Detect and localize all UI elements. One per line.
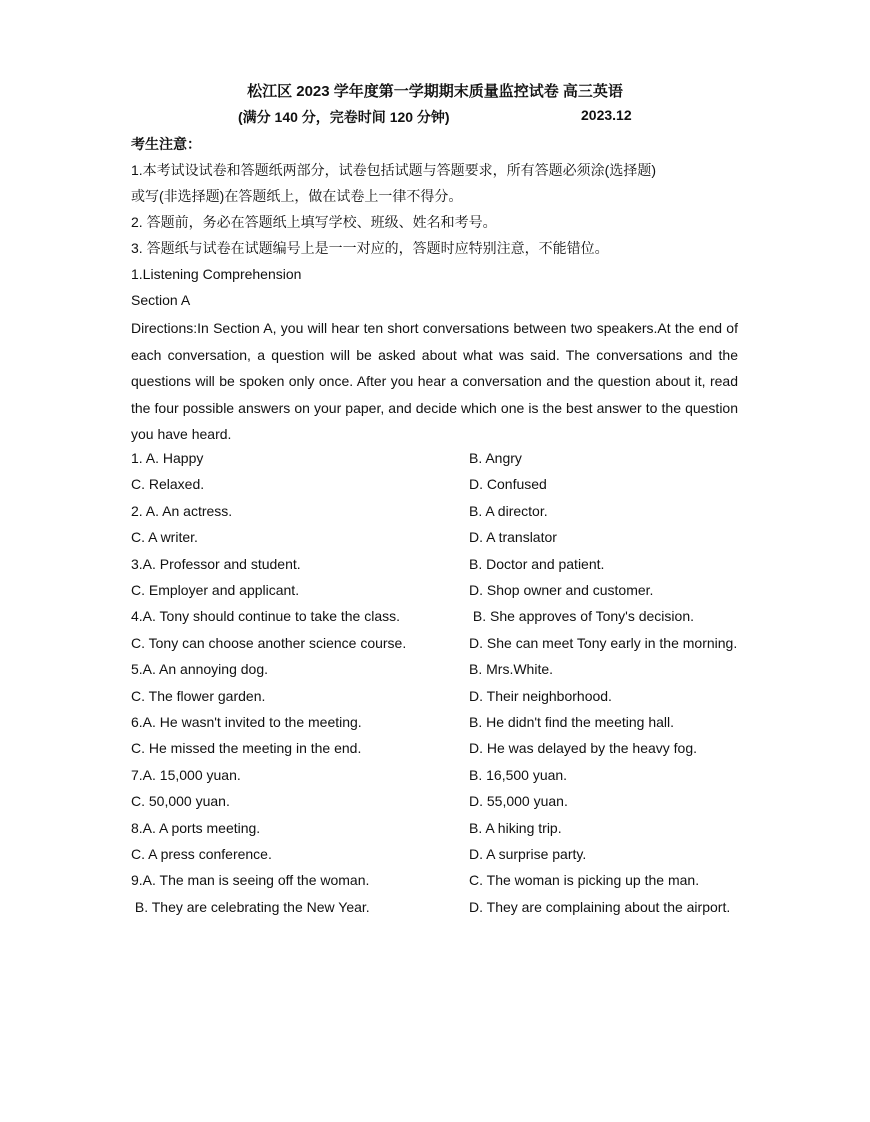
- answer-option: B. Angry: [469, 450, 522, 466]
- exam-subtitle: (满分 140 分，完卷时间 120 分钟): [238, 109, 450, 125]
- answer-option: B. Doctor and patient.: [469, 555, 605, 572]
- answer-option: 7.A. 15,000 yuan.: [131, 766, 241, 783]
- answer-option: C. Relaxed.: [131, 476, 205, 493]
- answer-option: B. 16,500 yuan.: [469, 766, 568, 783]
- answer-option: B. A hiking trip.: [469, 819, 562, 836]
- answer-option: C. 50,000 yuan.: [131, 793, 230, 810]
- answer-option: 6.A. He wasn't invited to the meeting.: [131, 714, 362, 730]
- notice-line: 1.本考试设试卷和答题纸两部分，试卷包括试题与答题要求，所有答题必须涂(选择题): [131, 162, 656, 178]
- notice-heading: 考生注意：: [131, 136, 201, 152]
- notice-line: 3. 答题纸与试卷在试题编号上是一一对应的，答题时应特别注意，不能错位。: [131, 240, 609, 256]
- answer-option: D. Their neighborhood.: [469, 687, 612, 704]
- answer-option: B. A director.: [469, 502, 548, 519]
- answer-option: 1. A. Happy: [131, 450, 204, 466]
- section-directions: Directions:In Section A, you will hear ten short conversations between two speakers.At the end of each conversation, a question will be asked about what was said. The conversations and the questions will be spoken only once. After you hear a conversation and the question about it, read the four possible answers on your paper, and decide which one is the best answer to the question you have heard.: [131, 320, 738, 442]
- section-name: Section A: [131, 292, 191, 308]
- exam-date: 2023.12: [581, 107, 632, 123]
- answer-option: 8.A. A ports meeting.: [131, 819, 261, 836]
- answer-option: C. Tony can choose another science course.: [131, 634, 407, 651]
- answer-option: D. 55,000 yuan.: [469, 793, 568, 810]
- answer-option: D. She can meet Tony early in the morning.: [469, 634, 738, 651]
- answer-option: C. He missed the meeting in the end.: [131, 740, 362, 757]
- section-part-title: 1.Listening Comprehension: [131, 266, 302, 282]
- answer-option: C. A writer.: [131, 529, 198, 546]
- answer-option: D. Shop owner and customer.: [469, 582, 654, 598]
- answer-option: C. Employer and applicant.: [131, 582, 300, 598]
- answer-option: B. He didn't find the meeting hall.: [469, 714, 675, 730]
- answer-option: B. They are celebrating the New Year.: [131, 898, 370, 915]
- answer-option: 2. A. An actress.: [131, 502, 233, 519]
- answer-option: C. The woman is picking up the man.: [469, 872, 700, 889]
- answer-option: C. The flower garden.: [131, 687, 266, 704]
- answer-option: D. They are complaining about the airport.: [469, 898, 731, 915]
- answer-option: D. He was delayed by the heavy fog.: [469, 740, 698, 757]
- answer-option: 3.A. Professor and student.: [131, 555, 301, 572]
- answer-option: D. A surprise party.: [469, 846, 587, 862]
- answer-option: B. She approves of Tony's decision.: [469, 608, 694, 625]
- answer-option: 5.A. An annoying dog.: [131, 661, 268, 678]
- answer-option: D. A translator: [469, 529, 557, 546]
- answer-option: C. A press conference.: [131, 846, 272, 862]
- answer-option: D. Confused: [469, 476, 547, 493]
- answer-option: 4.A. Tony should continue to take the class.: [131, 608, 401, 625]
- answer-option: B. Mrs.White.: [469, 661, 554, 678]
- answer-option: 9.A. The man is seeing off the woman.: [131, 872, 370, 889]
- notice-line: 2. 答题前，务必在答题纸上填写学校、班级、姓名和考号。: [131, 214, 497, 230]
- notice-line: 或写(非选择题)在答题纸上，做在试卷上一律不得分。: [131, 188, 463, 204]
- exam-title: 松江区 2023 学年度第一学期期末质量监控试卷 高三英语: [247, 83, 623, 100]
